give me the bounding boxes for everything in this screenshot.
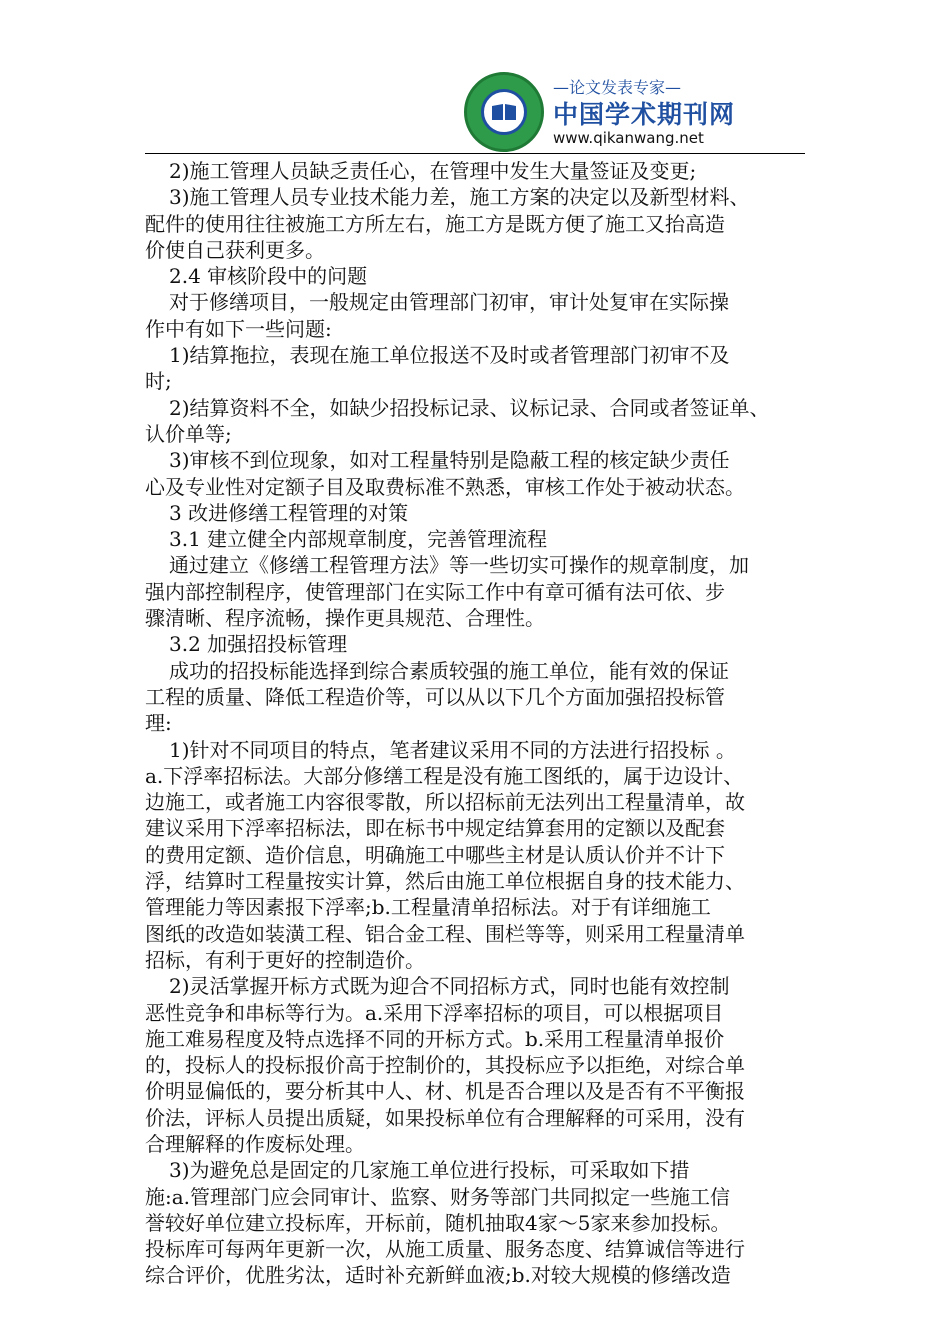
text-line: 2)施工管理人员缺乏责任心，在管理中发生大量签证及变更; xyxy=(169,159,697,183)
text-line: 建议采用下浮率招标法，即在标书中规定结算套用的定额以及配套 xyxy=(145,816,725,841)
text-line: 的，投标人的投标报价高于控制价的，其投标应予以拒绝，对综合单 xyxy=(145,1053,745,1078)
section-heading: 3.1 建立健全内部规章制度，完善管理流程 xyxy=(169,527,548,552)
text-line: 对于修缮项目，一般规定由管理部门初审，审计处复审在实际操 xyxy=(169,290,729,315)
article-body xyxy=(145,158,805,1289)
text-line: 3)审核不到位现象，如对工程量特别是隐蔽工程的核定缺少责任 xyxy=(169,448,730,473)
text-line: 边施工，或者施工内容很零散，所以招标前无法列出工程量清单，故 xyxy=(145,790,745,815)
text-line: 通过建立《修缮工程管理方法》等一些切实可操作的规章制度，加 xyxy=(169,553,749,578)
text-line: 价明显偏低的，要分析其中人、材、机是否合理以及是否有不平衡报 xyxy=(145,1079,745,1104)
header-divider xyxy=(145,153,805,154)
text-line: 理: xyxy=(145,711,172,736)
text-line: 管理能力等因素报下浮率;b.工程量清单招标法。对于有详细施工 xyxy=(145,895,711,920)
text-line: 认价单等; xyxy=(145,421,232,446)
section-heading: 3 改进修缮工程管理的对策 xyxy=(169,500,409,525)
section-heading: 2.4 审核阶段中的问题 xyxy=(169,264,368,289)
site-url[interactable]: www.qikanwang.net xyxy=(553,129,704,147)
site-title: 中国学术期刊网 xyxy=(553,100,736,129)
text-line: 配件的使用往往被施工方所左右，施工方是既方便了施工又抬高造 xyxy=(145,211,725,236)
text-line: 心及专业性对定额子目及取费标准不熟悉，审核工作处于被动状态。 xyxy=(145,474,745,499)
text-line: 作中有如下一些问题: xyxy=(145,316,332,341)
text-line: 1)结算拖拉，表现在施工单位报送不及时或者管理部门初审不及 xyxy=(169,343,730,368)
text-line: 价法，评标人员提出质疑，如果投标单位有合理解释的可采用，没有 xyxy=(145,1105,745,1130)
text-line: 3)施工管理人员专业技术能力差，施工方案的决定以及新型材料、 xyxy=(169,185,750,210)
logo-emblem xyxy=(481,89,527,135)
text-line: 价使自己获利更多。 xyxy=(145,237,325,262)
text-line: 3)为避免总是固定的几家施工单位进行投标，可采取如下措 xyxy=(169,1158,690,1183)
book-icon xyxy=(491,103,517,121)
text-line: 成功的招投标能选择到综合素质较强的施工单位，能有效的保证 xyxy=(169,658,729,683)
text-line: 骤清晰、程序流畅，操作更具规范、合理性。 xyxy=(145,606,545,631)
text-line: 投标库可每两年更新一次，从施工质量、服务态度、结算诚信等进行 xyxy=(145,1237,745,1262)
text-line: 2)结算资料不全，如缺少招投标记录、议标记录、合同或者签证单、 xyxy=(169,395,770,420)
text-line: 的费用定额、造价信息，明确施工中哪些主材是认质认价并不计下 xyxy=(145,842,725,867)
section-heading: 3.2 加强招投标管理 xyxy=(169,632,348,657)
text-line: 图纸的改造如装潢工程、铝合金工程、围栏等等，则采用工程量清单 xyxy=(145,921,745,946)
text-line: 浮，结算时工程量按实计算，然后由施工单位根据自身的技术能力、 xyxy=(145,869,745,894)
text-line: a.下浮率招标法。大部分修缮工程是没有施工图纸的，属于边设计、 xyxy=(145,763,744,788)
text-line: 1)针对不同项目的特点，笔者建议采用不同的方法进行招投标 。 xyxy=(169,737,736,762)
text-line: 时; xyxy=(145,369,172,394)
site-slogan: —论文发表专家— xyxy=(553,78,682,97)
text-line: 2)灵活掌握开标方式既为迎合不同招标方式，同时也能有效控制 xyxy=(169,974,730,999)
site-logo xyxy=(464,72,544,152)
text-line: 施工难易程度及特点选择不同的开标方式。b.采用工程量清单报价 xyxy=(145,1026,725,1051)
text-line: 誉较好单位建立投标库，开标前，随机抽取4家～5家来参加投标。 xyxy=(145,1210,731,1235)
text-line: 合理解释的作废标处理。 xyxy=(145,1131,365,1156)
text-line: 招标，有利于更好的控制造价。 xyxy=(145,947,425,972)
text-line: 恶性竞争和串标等行为。a.采用下浮率招标的项目，可以根据项目 xyxy=(145,1000,724,1025)
text-line: 施:a.管理部门应会同审计、监察、财务等部门共同拟定一些施工信 xyxy=(145,1184,731,1209)
text-line: 强内部控制程序，使管理部门在实际工作中有章可循有法可依、步 xyxy=(145,579,725,604)
text-line: 综合评价，优胜劣汰，适时补充新鲜血液;b.对较大规模的修缮改造 xyxy=(145,1263,731,1288)
text-line: 工程的质量、降低工程造价等，可以从以下几个方面加强招投标管 xyxy=(145,684,725,709)
page-header xyxy=(0,0,950,158)
